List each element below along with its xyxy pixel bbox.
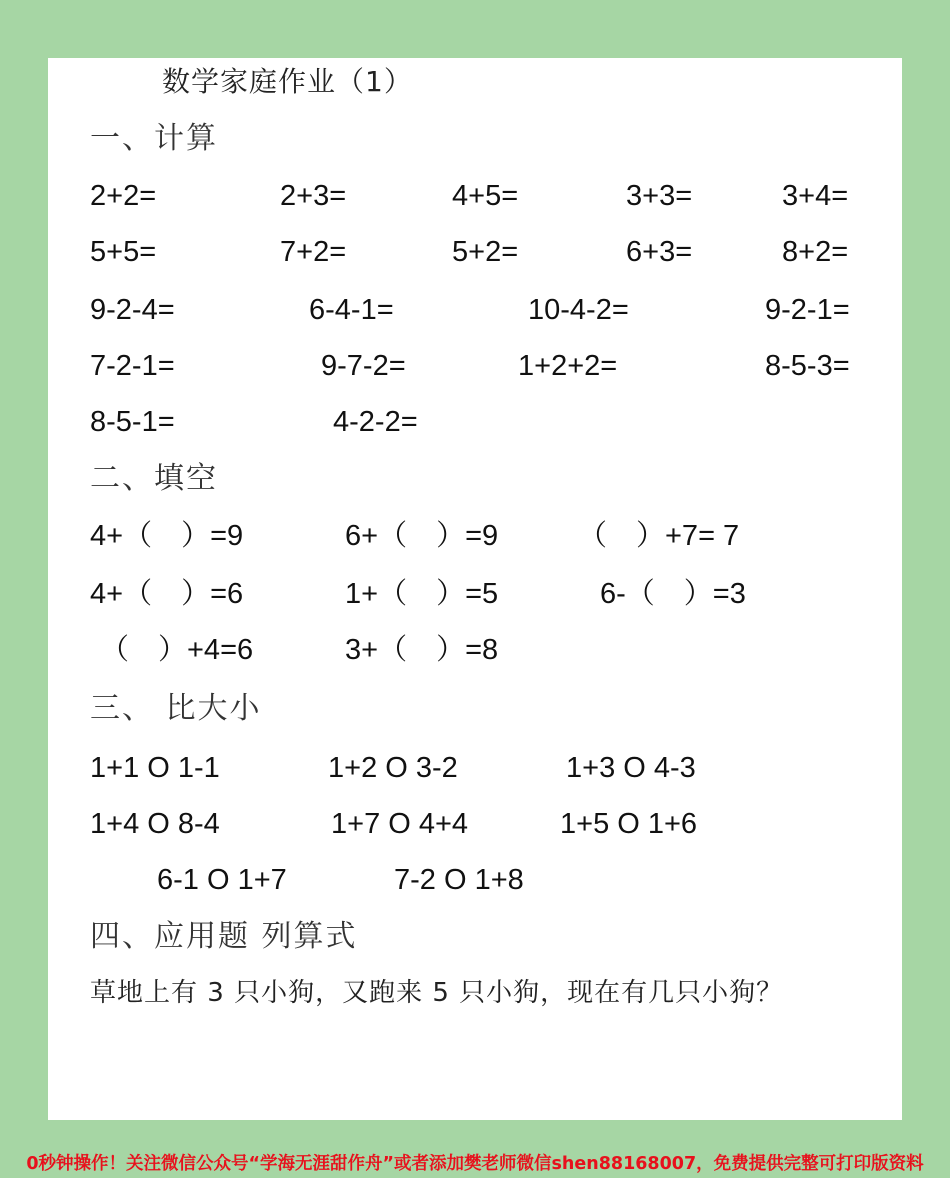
section-heading-calc: 一、计算 <box>90 121 218 156</box>
fill-item: 1+（ ）=5 <box>345 578 499 610</box>
word-problem-text: 草地上有 3 只小狗，又跑来 5 只小狗，现在有几只小狗？ <box>90 978 784 1008</box>
compare-item: 1+4 O 8-4 <box>90 808 220 840</box>
fill-item: （ ）+4=6 <box>100 634 254 666</box>
calc-item: 3+4= <box>782 180 849 212</box>
calc-item: 7+2= <box>280 236 347 268</box>
fill-item: 4+（ ）=9 <box>90 520 244 552</box>
compare-item: 1+5 O 1+6 <box>560 808 698 840</box>
fill-item: （ ）+7= 7 <box>578 520 740 552</box>
fill-item: 6+（ ）=9 <box>345 520 499 552</box>
section-heading-compare: 三、 比大小 <box>90 691 262 726</box>
fill-item: 3+（ ）=8 <box>345 634 499 666</box>
calc-item: 9-7-2= <box>321 350 406 382</box>
calc-item: 2+2= <box>90 180 157 212</box>
compare-item: 1+7 O 4+4 <box>331 808 469 840</box>
calc-item: 10-4-2= <box>528 294 629 326</box>
compare-item: 1+3 O 4-3 <box>566 752 696 784</box>
promo-footer-text: 0秒钟操作！关注微信公众号“学海无涯甜作舟”或者添加樊老师微信shen88168007，免费提供完整可打印版资料 <box>26 1154 924 1174</box>
calc-item: 2+3= <box>280 180 347 212</box>
calc-item: 7-2-1= <box>90 350 175 382</box>
calc-item: 9-2-1= <box>765 294 850 326</box>
fill-item: 4+（ ）=6 <box>90 578 244 610</box>
calc-item: 4+5= <box>452 180 519 212</box>
page-title: 数学家庭作业（1） <box>162 65 413 98</box>
calc-item: 8-5-3= <box>765 350 850 382</box>
compare-item: 6-1 O 1+7 <box>157 864 287 896</box>
calc-item: 8+2= <box>782 236 849 268</box>
calc-item: 3+3= <box>626 180 693 212</box>
calc-item: 5+2= <box>452 236 519 268</box>
calc-item: 4-2-2= <box>333 406 418 438</box>
section-heading-fill: 二、填空 <box>90 461 218 496</box>
calc-item: 6+3= <box>626 236 693 268</box>
fill-item: 6-（ ）=3 <box>600 578 746 610</box>
section-heading-word: 四、应用题 列算式 <box>90 919 358 954</box>
calc-item: 8-5-1= <box>90 406 175 438</box>
calc-item: 9-2-4= <box>90 294 175 326</box>
compare-item: 7-2 O 1+8 <box>394 864 524 896</box>
calc-item: 5+5= <box>90 236 157 268</box>
compare-item: 1+1 O 1-1 <box>90 752 220 784</box>
compare-item: 1+2 O 3-2 <box>328 752 458 784</box>
calc-item: 6-4-1= <box>309 294 394 326</box>
calc-item: 1+2+2= <box>518 350 618 382</box>
